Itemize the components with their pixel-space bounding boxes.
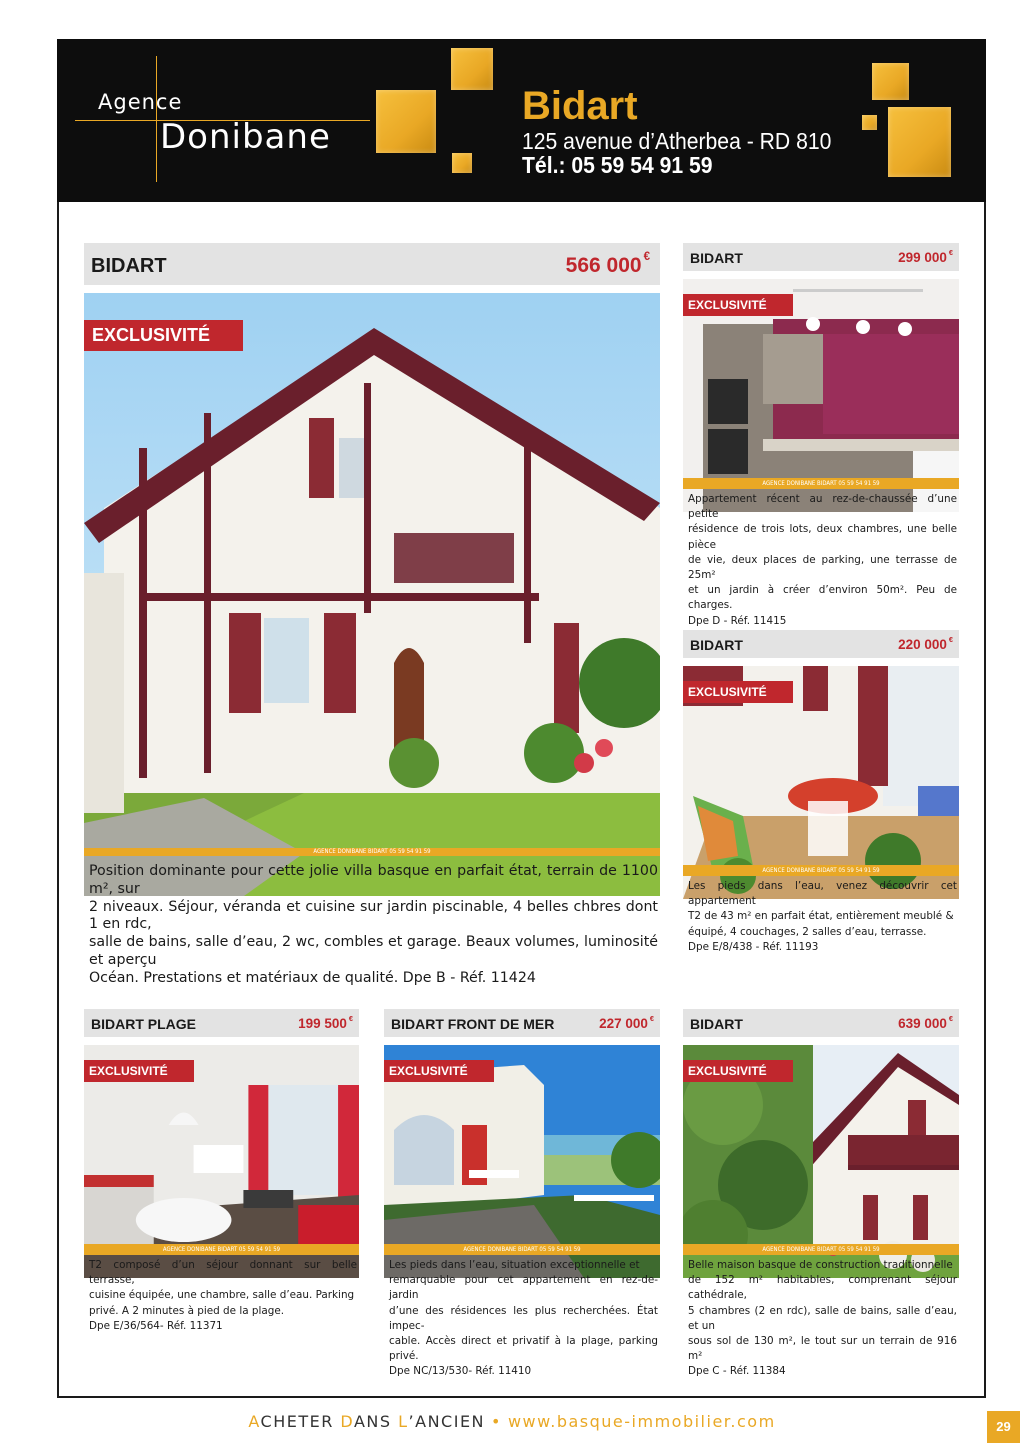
listing-header <box>683 243 959 271</box>
listing-apartment-3 <box>84 1009 359 1374</box>
logo-square-1 <box>376 90 436 153</box>
listing-header <box>84 1009 359 1037</box>
listing-price: 199 500 € <box>298 1013 353 1031</box>
photo-credit-strip: AGENCE DONIBANE BIDART 05 59 54 91 59 <box>683 865 959 876</box>
exclusivity-badge: EXCLUSIVITÉ <box>84 1060 194 1082</box>
listing-price: 299 000 € <box>898 247 953 265</box>
photo-credit-strip: AGENCE DONIBANE BIDART 05 59 54 91 59 <box>683 1244 959 1255</box>
listing-price: 220 000 € <box>898 634 953 652</box>
photo-credit-strip: AGENCE DONIBANE BIDART 05 59 54 91 59 <box>384 1244 660 1255</box>
exclusivity-badge: EXCLUSIVITÉ <box>683 1060 793 1082</box>
listing-header <box>683 630 959 658</box>
page-number: 29 <box>987 1411 1020 1443</box>
listing-apartment-4 <box>384 1009 660 1378</box>
listing-price: 639 000 € <box>898 1013 953 1031</box>
agency-city: Bidart <box>522 84 638 128</box>
footer-tagline: ACHETER DANS L’ANCIEN • www.basque-immobilier.com <box>248 1412 776 1431</box>
logo-square-3 <box>452 153 472 173</box>
exclusivity-badge: EXCLUSIVITÉ <box>683 294 793 316</box>
listing-featured <box>84 243 660 993</box>
listing-header <box>84 243 660 285</box>
listing-price: 227 000 € <box>599 1013 654 1031</box>
logo-donibane-text: Donibane <box>160 117 331 157</box>
listing-description: Appartement récent au rez-de-chaussée d’une petite résidence de trois lots, deux chambres, une belle pièce de vie, deux places de parking, une terrasse de 25m² et un jardin à créer d’environ 50m². Peu de charges. Dpe D - Réf. 11415 <box>688 493 957 627</box>
listing-header <box>384 1009 660 1037</box>
logo-square-4 <box>872 63 909 100</box>
agency-phone: Tél.: 05 59 54 91 59 <box>522 152 713 178</box>
exclusivity-badge: EXCLUSIVITÉ <box>84 320 243 351</box>
photo-credit-strip: AGENCE DONIBANE BIDART 05 59 54 91 59 <box>84 848 660 856</box>
logo-square-5 <box>888 107 951 177</box>
exclusivity-badge: EXCLUSIVITÉ <box>384 1060 494 1082</box>
listing-description: Les pieds dans l’eau, situation exceptionnelle et remarquable pour cet appartement en rez-de-jardin d’une des résidences les plus recherchées. État impec- cable. Accès direct et privatif à la plage, parking privé. Dpe NC/13/530- Réf. 11410 <box>389 1259 658 1378</box>
listing-description: Position dominante pour cette jolie villa basque en parfait état, terrain de 1100 m², sur 2 niveaux. Séjour, véranda et cuisine sur jardin piscinable, 4 belles chbres dont 1 en rdc, salle de bains, salle d’eau, 2 wc, combles et garage. Beaux volumes, luminosité et aperçu Océan. Prestations et matériaux de qualité. Dpe B - Réf. 11424 <box>89 863 658 986</box>
listing-header <box>683 1009 959 1037</box>
listing-city: BIDART <box>690 637 743 653</box>
listing-description: Belle maison basque de construction traditionnelle de 152 m² habitables, comprenant séjour cathédrale, 5 chambres (2 en rdc), salle de bains, salle d’eau, et un sous sol de 130 m², le tout sur un terrain de 916 m² Dpe C - Réf. 11384 <box>688 1259 957 1378</box>
logo-square-6 <box>862 115 877 130</box>
exclusivity-badge: EXCLUSIVITÉ <box>683 681 793 703</box>
listing-city: BIDART PLAGE <box>91 1016 196 1032</box>
listing-photo-villa <box>84 293 660 896</box>
logo-agence-text: Agence <box>98 90 183 114</box>
footer-website-link[interactable]: www.basque-immobilier.com <box>507 1412 776 1431</box>
logo-rule-vertical <box>156 56 157 182</box>
listing-city: BIDART <box>690 250 743 266</box>
listing-city: BIDART <box>91 255 167 277</box>
listing-price: 566 000 € <box>565 250 650 277</box>
listing-apartment-2 <box>683 630 959 980</box>
listing-city: BIDART <box>690 1016 743 1032</box>
listing-description: T2 composé d’un séjour donnant sur belle terrasse, cuisine équipée, une chambre, salle d’eau. Parking privé. A 2 minutes à pied de la plage. Dpe E/36/564- Réf. 11371 <box>89 1259 357 1332</box>
photo-credit-strip: AGENCE DONIBANE BIDART 05 59 54 91 59 <box>683 478 959 489</box>
agency-address: 125 avenue d’Atherbea - RD 810 <box>522 128 832 154</box>
listing-house <box>683 1009 959 1378</box>
logo-square-2 <box>451 48 493 90</box>
listing-apartment-1 <box>683 243 959 627</box>
footer-bullet: • <box>491 1412 502 1431</box>
listing-city: BIDART FRONT DE MER <box>391 1016 555 1032</box>
photo-credit-strip: AGENCE DONIBANE BIDART 05 59 54 91 59 <box>84 1244 359 1255</box>
listing-description: Les pieds dans l’eau, venez découvrir cet appartement T2 de 43 m² en parfait état, entièrement meublé & équipé, 4 couchages, 2 salles d’eau, terrasse. Dpe E/8/438 - Réf. 11193 <box>688 880 957 953</box>
